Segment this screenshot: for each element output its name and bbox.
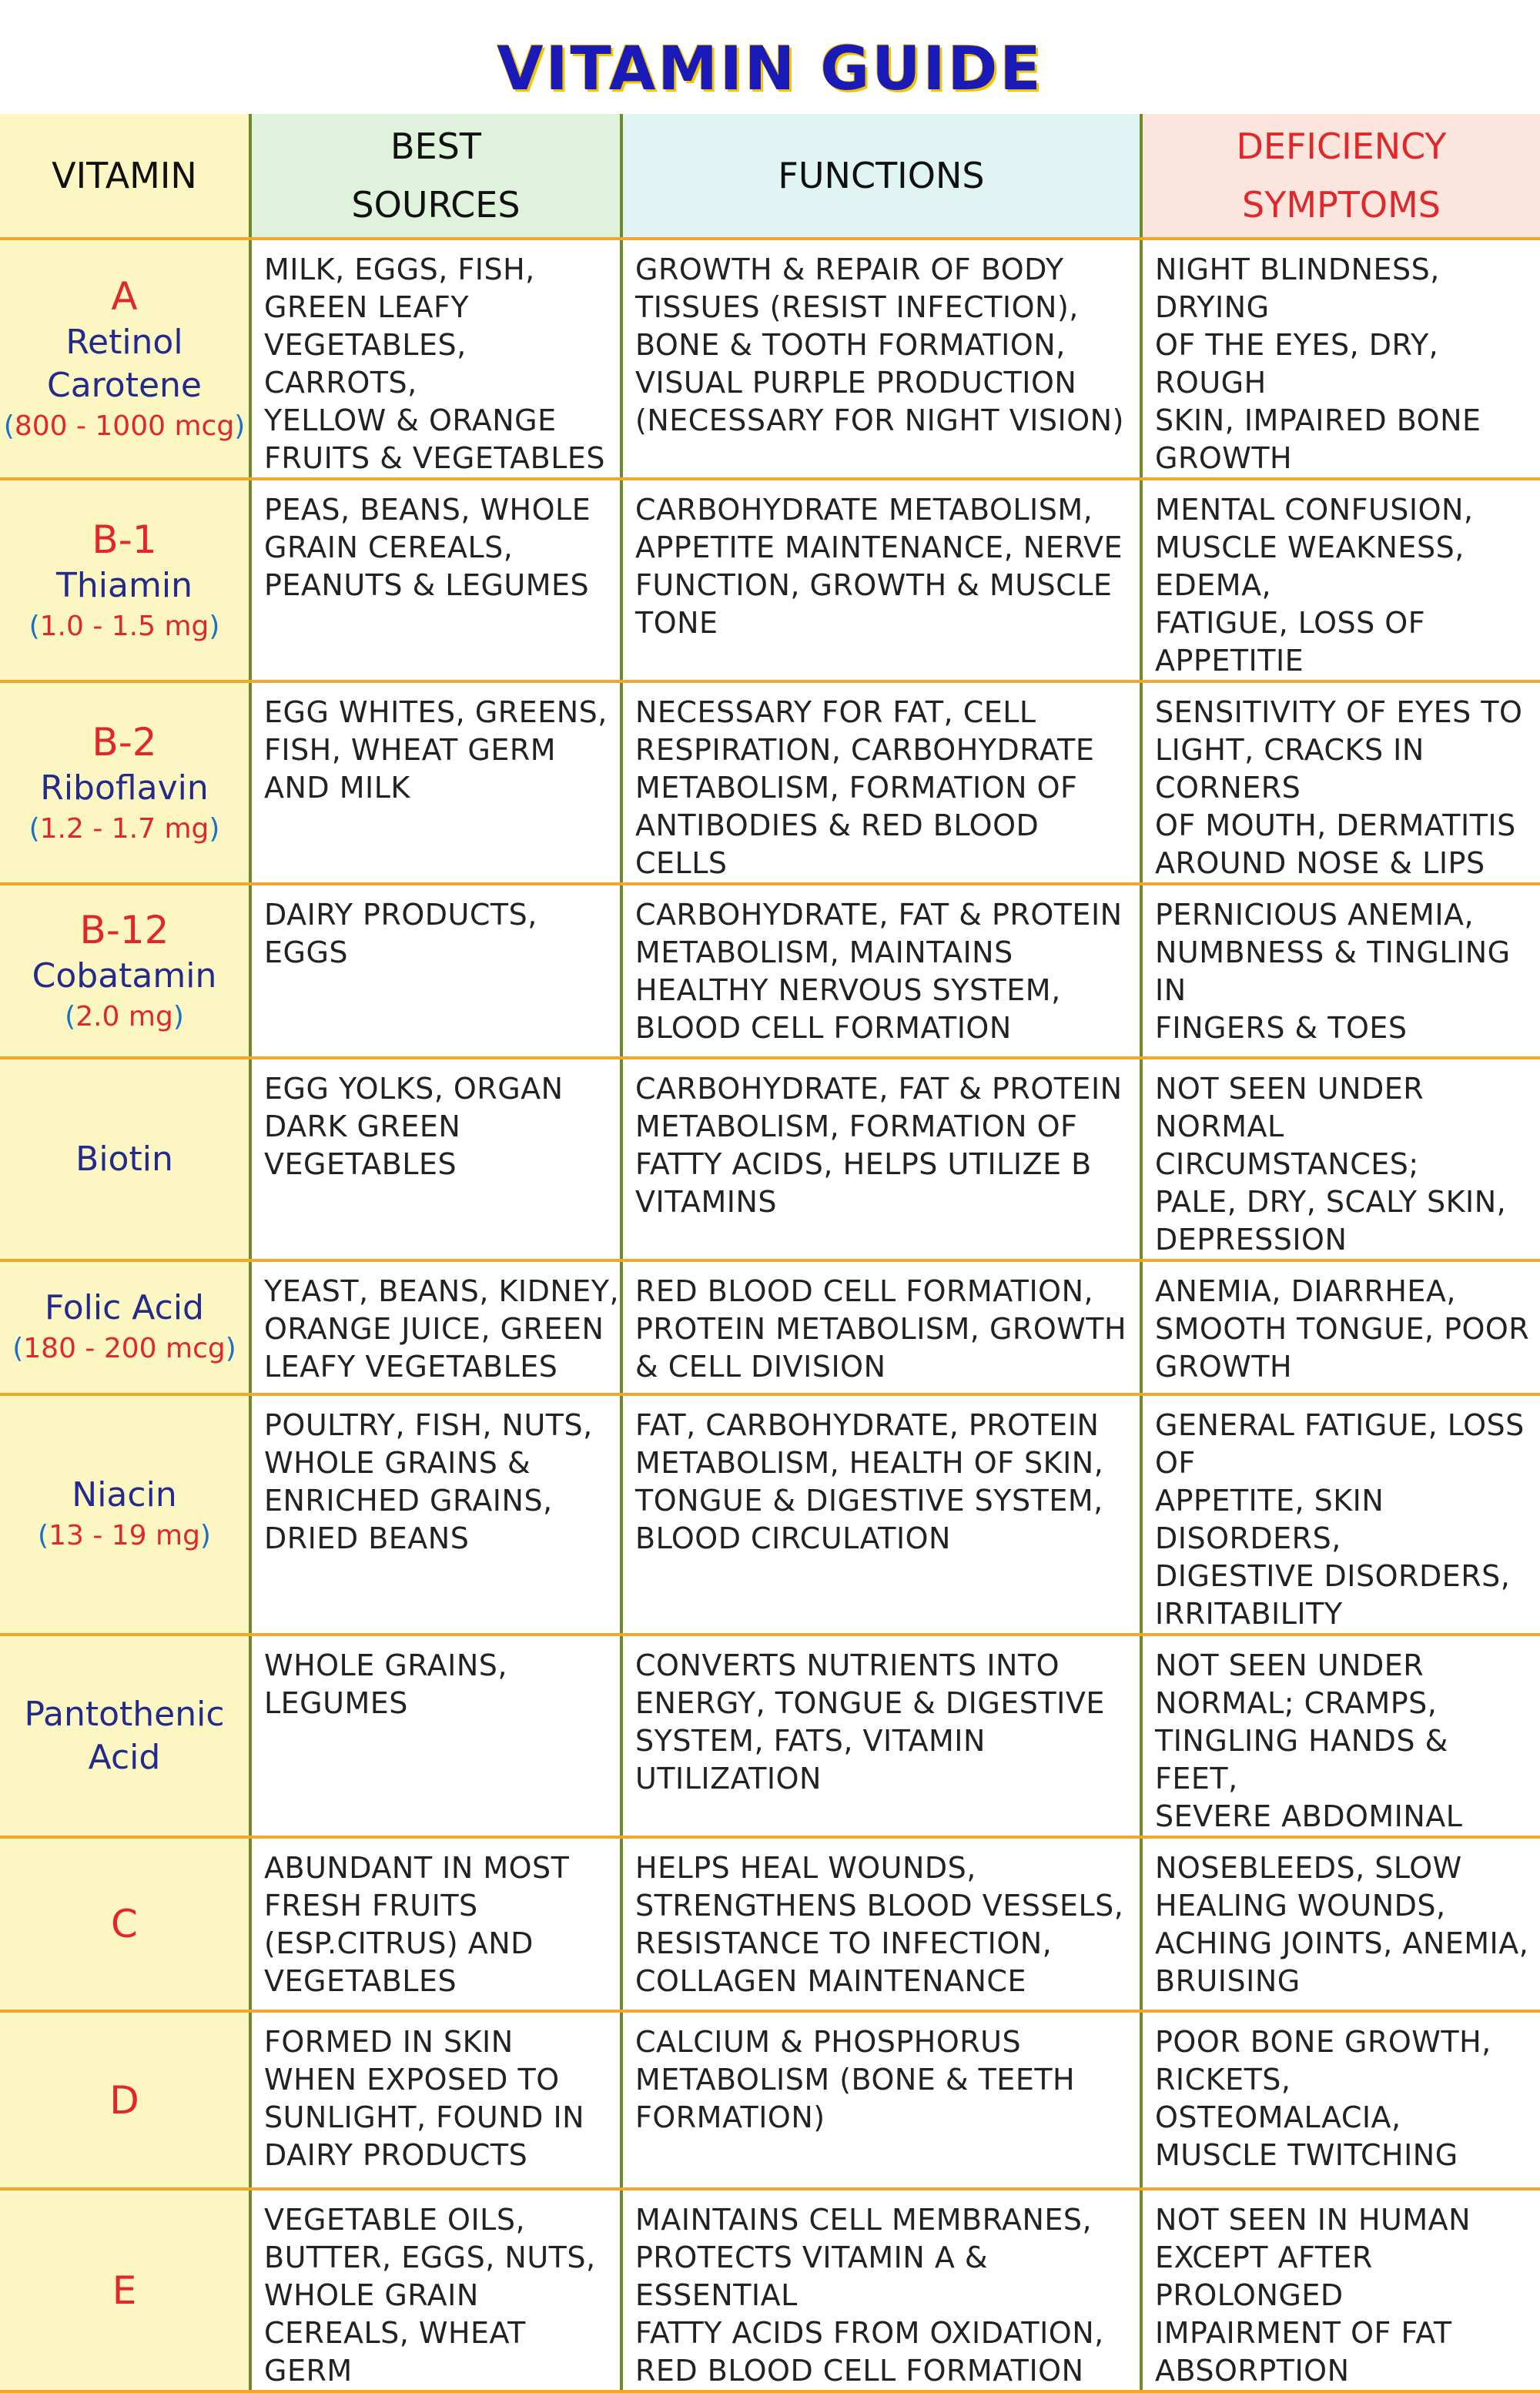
best-sources-cell-text: MILK, EGGS, FISH, GREEN LEAFY VEGETABLES, CARROTS, YELLOW & ORANGE FRUITS & VEGETABLES	[264, 253, 605, 475]
deficiency-symptoms-cell-text: POOR BONE GROWTH, RICKETS, OSTEOMALACIA, MUSCLE TWITCHING	[1155, 2025, 1491, 2172]
deficiency-symptoms-cell-text: GENERAL FATIGUE, LOSS OF APPETITE, SKIN DISORDERS, DIGESTIVE DISORDERS, IRRITABILITY	[1155, 1408, 1525, 1631]
functions-cell	[621, 1260, 1141, 1394]
dosage-open-paren: (	[12, 1333, 24, 1364]
best-sources-cell	[250, 239, 621, 479]
vitamin-cell	[0, 239, 250, 479]
vitamin-cell	[0, 1394, 250, 1635]
dosage-open-paren: (	[28, 812, 40, 845]
table-row	[0, 2189, 1540, 2391]
deficiency-symptoms-cell	[1141, 2011, 1540, 2189]
best-sources-cell	[250, 1058, 621, 1260]
deficiency-symptoms-cell	[1141, 884, 1540, 1058]
dosage-value: 180 - 200 mcg	[23, 1333, 226, 1364]
functions-cell	[621, 239, 1141, 479]
vitamin-cell	[0, 884, 250, 1058]
vitamin-cell	[0, 2189, 250, 2391]
dosage-value: 1.0 - 1.5 mg	[39, 610, 209, 642]
best-sources-cell	[250, 479, 621, 681]
deficiency-symptoms-cell-text: NOT SEEN UNDER NORMAL; CRAMPS, TINGLING HANDS & FEET, SEVERE ABDOMINAL	[1155, 1648, 1463, 1833]
functions-cell-text: RED BLOOD CELL FORMATION, PROTEIN METABOLISM, GROWTH & CELL DIVISION	[635, 1274, 1127, 1384]
vitamin-dosage	[0, 998, 249, 1036]
best-sources-cell-text: EGG WHITES, GREENS, FISH, WHEAT GERM AND MILK	[264, 695, 608, 805]
functions-cell-text: CONVERTS NUTRIENTS INTO ENERGY, TONGUE & DIGESTIVE SYSTEM, FATS, VITAMIN UTILIZATION	[635, 1648, 1105, 1796]
deficiency-symptoms-cell	[1141, 1394, 1540, 1635]
functions-cell-text: CARBOHYDRATE, FAT & PROTEIN METABOLISM, MAINTAINS HEALTHY NERVOUS SYSTEM, BLOOD CELL FORMATION	[635, 898, 1123, 1045]
dosage-close-paren: )	[172, 1001, 184, 1033]
table-row	[0, 2011, 1540, 2189]
vitamin-dosage	[0, 810, 249, 848]
vitamin-rows	[0, 239, 1540, 2391]
functions-cell	[621, 681, 1141, 884]
functions-cell	[621, 1394, 1141, 1635]
deficiency-symptoms-cell-text: PERNICIOUS ANEMIA, NUMBNESS & TINGLING IN FINGERS & TOES	[1155, 898, 1511, 1045]
deficiency-symptoms-cell-text: NOSEBLEEDS, SLOW HEALING WOUNDS, ACHING JOINTS, ANEMIA, BRUISING	[1155, 1851, 1529, 1998]
deficiency-symptoms-cell	[1141, 681, 1540, 884]
best-sources-cell-text: PEAS, BEANS, WHOLE GRAIN CEREALS, PEANUTS & LEGUMES	[264, 493, 591, 602]
deficiency-symptoms-cell	[1141, 1837, 1540, 2011]
best-sources-cell	[250, 2189, 621, 2391]
vitamin-name: Thiamin	[56, 565, 192, 605]
vitamin-dosage	[0, 1517, 249, 1555]
vitamin-dosage	[0, 1330, 249, 1368]
vitamin-cell	[0, 1058, 250, 1260]
deficiency-symptoms-cell-text: NOT SEEN UNDER NORMAL CIRCUMSTANCES; PALE, DRY, SCALY SKIN, DEPRESSION	[1155, 1072, 1507, 1257]
best-sources-cell-text: FORMED IN SKIN WHEN EXPOSED TO SUNLIGHT, FOUND IN DAIRY PRODUCTS	[264, 2025, 585, 2172]
vitamin-letter: E	[112, 2267, 137, 2313]
vitamin-cell	[0, 2011, 250, 2189]
vitamin-name: Riboflavin	[40, 768, 209, 808]
deficiency-symptoms-cell	[1141, 479, 1540, 681]
table-row	[0, 884, 1540, 1058]
vitamin-cell	[0, 1260, 250, 1394]
best-sources-cell	[250, 1394, 621, 1635]
vitamin-cell	[0, 479, 250, 681]
vitamin-letter: C	[111, 1902, 138, 1946]
deficiency-symptoms-cell-text: MENTAL CONFUSION, MUSCLE WEAKNESS, EDEMA, FATIGUE, LOSS OF APPETITIE	[1155, 493, 1474, 678]
table-header-row	[0, 114, 1540, 239]
dosage-value: 2.0 mg	[75, 1001, 173, 1033]
best-sources-cell	[250, 681, 621, 884]
table-row	[0, 1394, 1540, 1635]
functions-cell	[621, 2189, 1141, 2391]
functions-cell	[621, 2011, 1141, 2189]
table-row	[0, 239, 1540, 479]
header-functions: FUNCTIONS	[621, 114, 1141, 239]
deficiency-symptoms-cell	[1141, 2189, 1540, 2391]
functions-cell-text: CALCIUM & PHOSPHORUS METABOLISM (BONE & TEETH FORMATION)	[635, 2025, 1076, 2134]
vitamin-dosage	[0, 607, 249, 646]
vitamin-cell	[0, 1635, 250, 1837]
best-sources-cell	[250, 2011, 621, 2189]
vitamin-letter: B-2	[92, 719, 157, 765]
vitamin-letter: A	[111, 274, 138, 319]
vitamin-letter: B-12	[79, 908, 169, 952]
best-sources-cell-text: ABUNDANT IN MOST FRESH FRUITS (ESP.CITRUS) AND VEGETABLES	[264, 1851, 570, 1998]
best-sources-cell-text: VEGETABLE OILS, BUTTER, EGGS, NUTS, WHOLE GRAIN CEREALS, WHEAT GERM	[264, 2203, 596, 2388]
functions-cell	[621, 1635, 1141, 1837]
deficiency-symptoms-cell-text: NIGHT BLINDNESS, DRYING OF THE EYES, DRY, ROUGH SKIN, IMPAIRED BONE GROWTH	[1155, 253, 1481, 475]
dosage-close-paren: )	[209, 812, 220, 845]
best-sources-cell-text: YEAST, BEANS, KIDNEY, ORANGE JUICE, GREEN LEAFY VEGETABLES	[264, 1274, 620, 1384]
best-sources-cell	[250, 884, 621, 1058]
table-row	[0, 1635, 1540, 1837]
functions-cell-text: FAT, CARBOHYDRATE, PROTEIN METABOLISM, HEALTH OF SKIN, TONGUE & DIGESTIVE SYSTEM, BLOOD CIRCULATION	[635, 1408, 1104, 1555]
best-sources-cell	[250, 1635, 621, 1837]
dosage-close-paren: )	[225, 1333, 236, 1364]
vitamin-name: Folic Acid	[45, 1288, 204, 1327]
functions-cell-text: MAINTAINS CELL MEMBRANES, PROTECTS VITAMIN A & ESSENTIAL FATTY ACIDS FROM OXIDATION, RED BLOOD CELL FORMATION	[635, 2203, 1104, 2388]
vitamin-letter: D	[109, 2077, 139, 2123]
vitamin-letter: B-1	[92, 517, 157, 562]
best-sources-cell-text: DAIRY PRODUCTS, EGGS	[264, 898, 537, 969]
vitamin-cell	[0, 1837, 250, 2011]
dosage-open-paren: (	[38, 1520, 49, 1551]
vitamin-name: Niacin	[72, 1475, 177, 1514]
deficiency-symptoms-cell	[1141, 239, 1540, 479]
best-sources-cell-text: EGG YOLKS, ORGAN DARK GREEN VEGETABLES	[264, 1072, 564, 1181]
functions-cell	[621, 884, 1141, 1058]
header-deficiency-symptoms: DEFICIENCY SYMPTOMS	[1141, 114, 1540, 239]
deficiency-symptoms-cell	[1141, 1635, 1540, 1837]
dosage-close-paren: )	[199, 1520, 211, 1551]
dosage-value: 1.2 - 1.7 mg	[39, 812, 209, 845]
best-sources-cell	[250, 1837, 621, 2011]
vitamin-dosage	[0, 407, 249, 446]
dosage-open-paren: (	[28, 610, 40, 642]
functions-cell-text: CARBOHYDRATE, FAT & PROTEIN METABOLISM, FORMATION OF FATTY ACIDS, HELPS UTILIZE B VITAMINS	[635, 1072, 1123, 1219]
vitamin-name: Pantothenic Acid	[24, 1694, 225, 1777]
functions-cell	[621, 479, 1141, 681]
vitamin-cell	[0, 681, 250, 884]
header-vitamin: VITAMIN	[0, 114, 250, 239]
best-sources-cell-text: POULTRY, FISH, NUTS, WHOLE GRAINS & ENRICHED GRAINS, DRIED BEANS	[264, 1408, 593, 1555]
functions-cell-text: CARBOHYDRATE METABOLISM, APPETITE MAINTENANCE, NERVE FUNCTION, GROWTH & MUSCLE TONE	[635, 493, 1123, 640]
deficiency-symptoms-cell-text: NOT SEEN IN HUMAN EXCEPT AFTER PROLONGED IMPAIRMENT OF FAT ABSORPTION	[1155, 2203, 1471, 2388]
best-sources-cell	[250, 1260, 621, 1394]
functions-cell-text: GROWTH & REPAIR OF BODY TISSUES (RESIST INFECTION), BONE & TOOTH FORMATION, VISUAL PURPLE PRODUCTION (NECESSARY FOR NIGHT VISION)	[635, 253, 1124, 437]
dosage-close-paren: )	[209, 610, 220, 642]
table-row	[0, 1837, 1540, 2011]
page-title: VITAMIN GUIDE	[497, 35, 1043, 104]
functions-cell-text: NECESSARY FOR FAT, CELL RESPIRATION, CARBOHYDRATE METABOLISM, FORMATION OF ANTIBODIES & RED BLOOD CELLS	[635, 695, 1095, 880]
deficiency-symptoms-cell-text: ANEMIA, DIARRHEA, SMOOTH TONGUE, POOR GROWTH	[1155, 1274, 1530, 1384]
deficiency-symptoms-cell	[1141, 1260, 1540, 1394]
vitamin-name: Retinol Carotene	[46, 323, 202, 405]
vitamin-name: Biotin	[75, 1139, 173, 1179]
dosage-close-paren: )	[234, 410, 246, 442]
functions-cell	[621, 1837, 1141, 2011]
dosage-open-paren: (	[3, 410, 15, 442]
deficiency-symptoms-cell	[1141, 1058, 1540, 1260]
table-row	[0, 479, 1540, 681]
table-row	[0, 681, 1540, 884]
best-sources-cell-text: WHOLE GRAINS, LEGUMES	[264, 1648, 507, 1720]
dosage-value: 13 - 19 mg	[49, 1520, 200, 1551]
functions-cell	[621, 1058, 1141, 1260]
header-best-sources: BEST SOURCES	[250, 114, 621, 239]
dosage-open-paren: (	[65, 1001, 76, 1033]
deficiency-symptoms-cell-text: SENSITIVITY OF EYES TO LIGHT, CRACKS IN CORNERS OF MOUTH, DERMATITIS AROUND NOSE & LIPS	[1155, 695, 1523, 880]
table-row	[0, 1260, 1540, 1394]
vitamin-name: Cobatamin	[32, 956, 217, 996]
dosage-value: 800 - 1000 mcg	[14, 410, 235, 442]
vitamin-table	[0, 114, 1540, 2393]
table-row	[0, 1058, 1540, 1260]
functions-cell-text: HELPS HEAL WOUNDS, STRENGTHENS BLOOD VESSELS, RESISTANCE TO INFECTION, COLLAGEN MAINTENANCE	[635, 1851, 1124, 1998]
